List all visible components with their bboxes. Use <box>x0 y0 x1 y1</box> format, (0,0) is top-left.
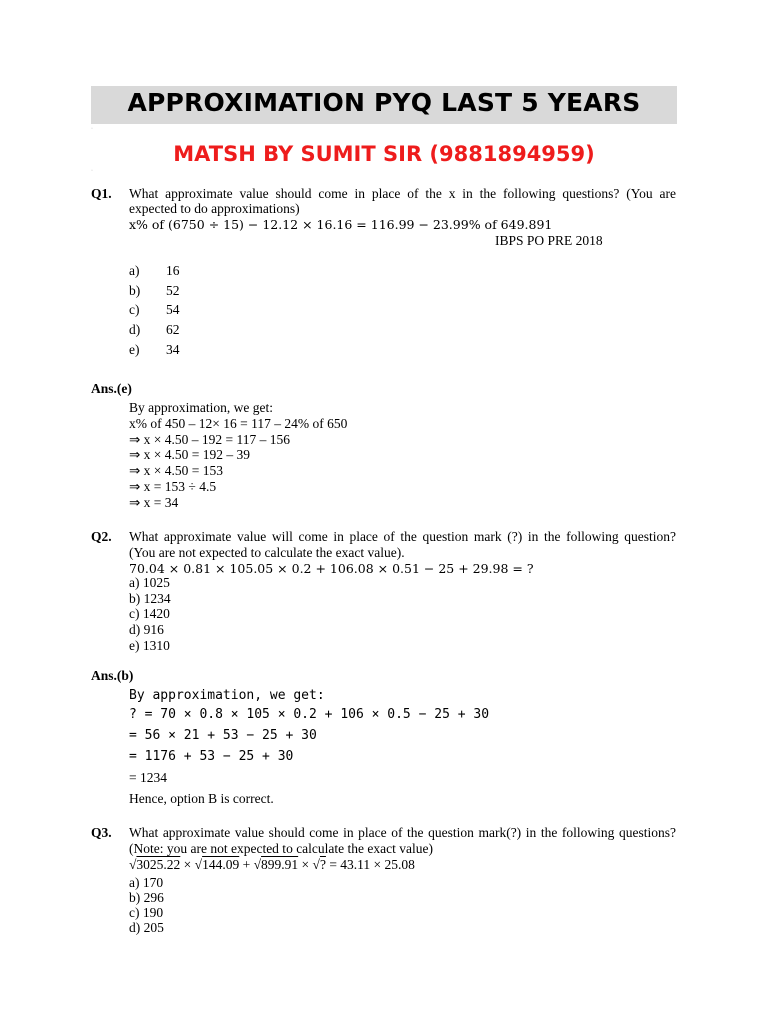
option-value: 34 <box>166 342 180 357</box>
question-text: expected to do approximations) <box>129 201 300 216</box>
solution-line: Hence, option B is correct. <box>129 791 274 806</box>
question-number: Q3. <box>91 825 112 840</box>
question-equation <box>129 857 415 873</box>
option-item: c) 190 <box>129 905 164 920</box>
radical-icon: √ <box>194 857 203 872</box>
page-title: APPROXIMATION PYQ LAST 5 YEARS <box>127 88 641 117</box>
stray-mark: · <box>91 126 93 132</box>
option-item: d) 916 <box>129 622 164 637</box>
plus-sign: + <box>242 857 251 872</box>
question-text: (Note: you are not expected to calculate the exact value) <box>129 841 433 856</box>
option-item: c) 1420 <box>129 606 170 621</box>
option-item: a) 1025 <box>129 575 170 590</box>
page-subtitle: MATSH BY SUMIT SIR (9881894959) <box>173 142 595 166</box>
answer-label: Ans.(b) <box>91 668 134 683</box>
multiply-sign: × <box>301 857 310 872</box>
option-value: 62 <box>166 322 180 337</box>
question-text: What approximate value should come in place of the x in the following questions? (You are <box>129 186 676 201</box>
solution-line: = 56 × 21 + 53 − 25 + 30 <box>129 728 317 743</box>
question-text: (You are not expected to calculate the exact value). <box>129 545 405 560</box>
radicand: 899.91 <box>261 857 299 872</box>
option-value: 54 <box>166 302 180 317</box>
option-letter: c) <box>129 302 140 317</box>
solution-line: By approximation, we get: <box>129 688 325 703</box>
question-text: What approximate value should come in place of the question mark(?) in the following questions? <box>129 825 676 840</box>
question-number: Q2. <box>91 529 112 544</box>
solution-line: ⇒ x × 4.50 = 153 <box>129 463 224 478</box>
radical-icon: √ <box>129 857 137 872</box>
multiply-sign: × <box>183 857 192 872</box>
option-item: d) 205 <box>129 920 164 935</box>
option-item: e) 1310 <box>129 638 170 653</box>
solution-line: By approximation, we get: <box>129 400 273 415</box>
exam-source: IBPS PO PRE 2018 <box>495 233 603 248</box>
radical-icon: √ <box>253 857 262 872</box>
radicand: ? <box>319 857 326 872</box>
radical-icon: √ <box>312 857 320 872</box>
option-value: 16 <box>166 263 180 278</box>
radicand: 144.09 <box>202 857 240 872</box>
option-value: 52 <box>166 283 180 298</box>
solution-line: x% of 450 – 12× 16 = 117 – 24% of 650 <box>129 416 348 431</box>
question-equation: 70.04 × 0.81 × 105.05 × 0.2 + 106.08 × 0.51 − 25 + 29.98 = ? <box>129 561 534 576</box>
solution-line: ⇒ x × 4.50 – 192 = 117 – 156 <box>129 432 291 447</box>
solution-line: = 1234 <box>129 770 167 785</box>
option-item: b) 296 <box>129 890 164 905</box>
solution-line: = 1176 + 53 − 25 + 30 <box>129 749 294 764</box>
stray-mark: · <box>91 168 93 174</box>
answer-label: Ans.(e) <box>91 381 132 396</box>
solution-line: ⇒ x = 34 <box>129 495 179 510</box>
question-text: What approximate value will come in place of the question mark (?) in the following question? <box>129 529 676 544</box>
option-item: a) 170 <box>129 875 164 890</box>
option-letter: e) <box>129 342 140 357</box>
solution-line: ? = 70 × 0.8 × 105 × 0.2 + 106 × 0.5 − 25 + 30 <box>129 707 490 722</box>
option-item: b) 1234 <box>129 591 171 606</box>
equation-rhs: = 43.11 × 25.08 <box>329 857 415 872</box>
option-letter: d) <box>129 322 141 337</box>
solution-line: ⇒ x = 153 ÷ 4.5 <box>129 479 217 494</box>
option-letter: a) <box>129 263 140 278</box>
question-equation: x% of (6750 ÷ 15) − 12.12 × 16.16 = 116.99 − 23.99% of 649.891 <box>129 217 553 232</box>
solution-line: ⇒ x × 4.50 = 192 – 39 <box>129 447 251 462</box>
question-number: Q1. <box>91 186 112 201</box>
title-banner <box>91 86 677 124</box>
radicand: 3025.22 <box>136 857 181 872</box>
option-letter: b) <box>129 283 141 298</box>
